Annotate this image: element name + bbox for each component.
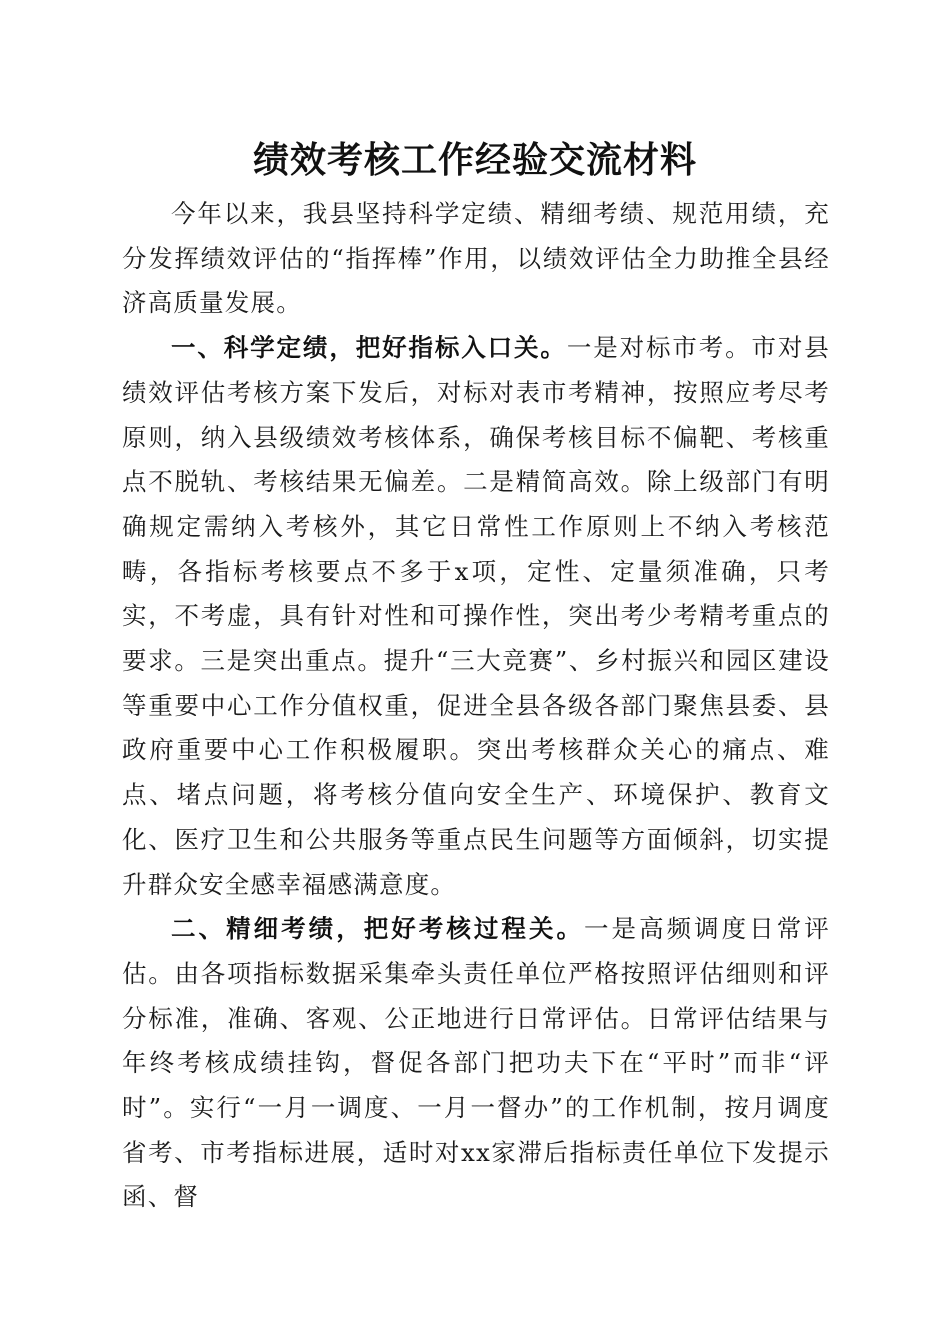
section-1-body: 一是对标市考。市对县绩效评估考核方案下发后，对标对表市考精神，按照应考尽考原则，纳入县级绩效考核体系，确保考核目标不偏靶、考核重点不脱轨、考核结果无偏差。二是精简高效。除上级部门有明确规定需纳入考核外，其它日常性工作原则上不纳入考核范畴，各指标考核要点不多于x项，定性、定量须准确，只考实，不考虚，具有针对性和可操作性，突出考少考精考重点的要求。三是突出重点。提升“三大竞赛”、乡村振兴和园区建设等重要中心工作分值权重，促进全县各级各部门聚焦县委、县政府重要中心工作积极履职。突出考核群众关心的痛点、难点、堵点问题，将考核分值向安全生产、环境保护、教育文化、医疗卫生和公共服务等重点民生问题等方面倾斜，切实提升群众安全感幸福感满意度。 xyxy=(122,333,830,899)
section-2-body: 一是高频调度日常评估。由各项指标数据采集牵头责任单位严格按照评估细则和评分标准，准确、客观、公正地进行日常评估。日常评估结果与年终考核成绩挂钩，督促各部门把功夫下在“平时”而非“评时”。实行“一月一调度、一月一督办”的工作机制，按月调度省考、市考指标进展，适时对xx家滞后指标责任单位下发提示函、督 xyxy=(122,914,830,1212)
section-2-heading: 二、精细考绩，把好考核过程关。 xyxy=(171,914,585,944)
intro-paragraph: 今年以来，我县坚持科学定绩、精细考绩、规范用绩，充分发挥绩效评估的“指挥棒”作用，以绩效评估全力助推全县经济高质量发展。 xyxy=(122,199,830,318)
document-title: 绩效考核工作经验交流材料 xyxy=(252,139,697,181)
section-2-paragraph xyxy=(122,907,830,1220)
section-1-heading: 一、科学定绩，把好指标入口关。 xyxy=(171,333,567,363)
section-1-paragraph xyxy=(122,326,830,907)
document-body xyxy=(122,192,830,1220)
